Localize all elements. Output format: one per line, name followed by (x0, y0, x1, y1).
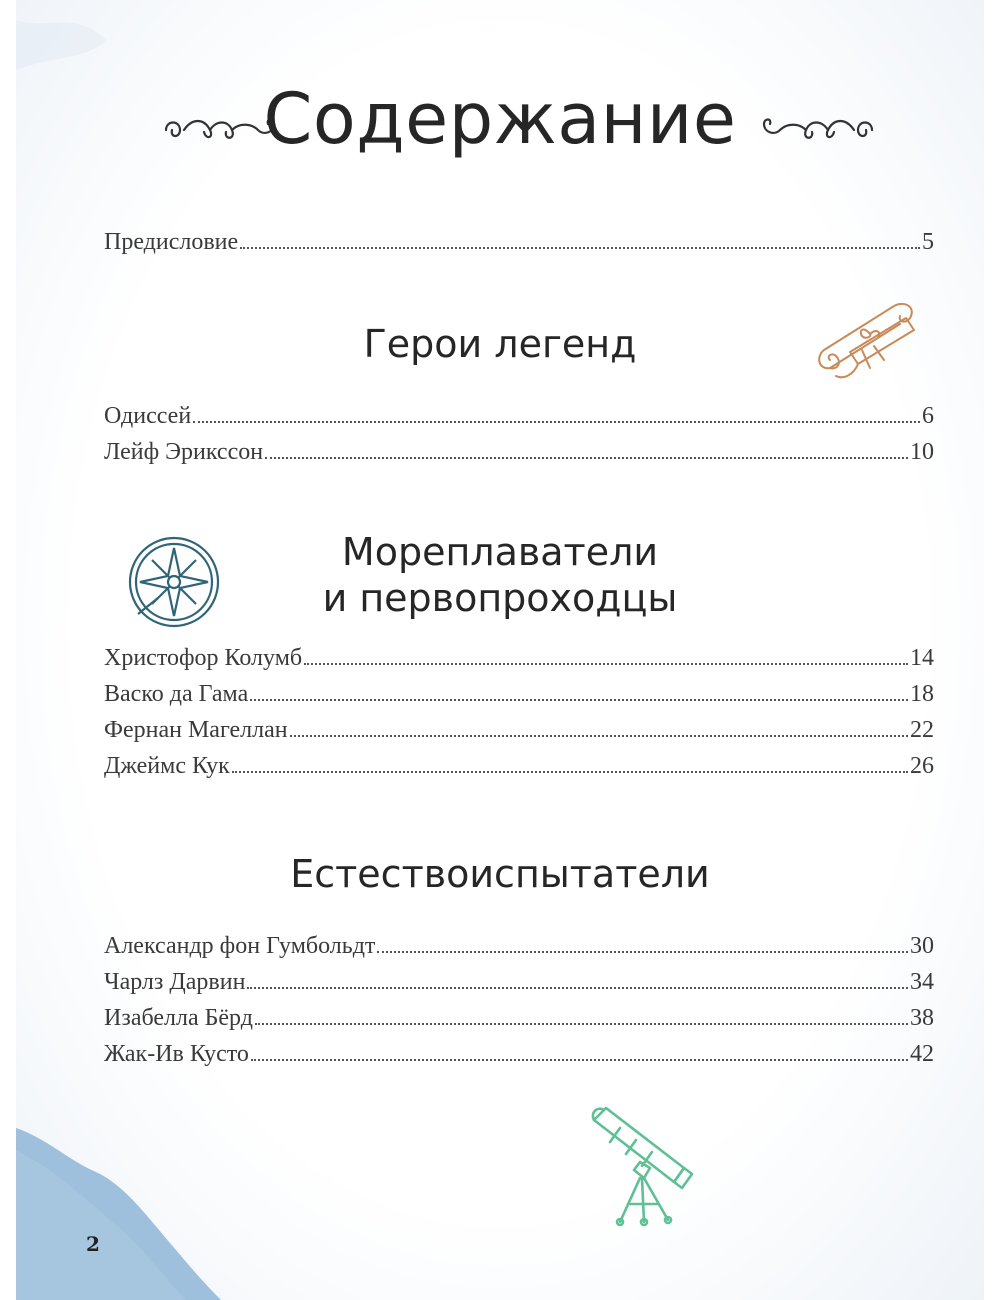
dot-leader (304, 663, 908, 665)
page-title: Содержание (263, 78, 737, 160)
toc-entry-label: Лейф Эриксcон (104, 439, 264, 465)
toc-entry-label: Христофор Колумб (104, 645, 303, 671)
toc-entry-page: 34 (910, 969, 934, 995)
dot-leader (377, 951, 908, 953)
dot-leader (265, 457, 908, 459)
toc-entry-page: 6 (922, 403, 934, 429)
toc-entry[interactable] (104, 396, 934, 430)
map-shape-top (16, 20, 106, 70)
dot-leader (240, 247, 920, 249)
telescope-icon (580, 1098, 700, 1228)
dot-leader (251, 1059, 908, 1061)
toc-entry-page: 38 (910, 1005, 934, 1031)
toc-entry-label: Изабелла Бёрд (104, 1005, 253, 1031)
sea-shape-light (16, 1150, 186, 1300)
toc-entry-page: 14 (910, 645, 934, 671)
toc-entry[interactable] (104, 674, 934, 708)
toc-entry-page: 5 (922, 229, 934, 255)
toc-entry-page: 22 (910, 717, 934, 743)
toc-entry[interactable] (104, 746, 934, 780)
toc-entry-label: Чарлз Дарвин (104, 969, 246, 995)
toc-entry-label: Джеймс Кук (104, 753, 230, 779)
page-number: 2 (86, 1232, 100, 1256)
book-page (16, 0, 984, 1300)
toc-entry[interactable] (104, 710, 934, 744)
toc-entry[interactable] (104, 962, 934, 996)
toc-entry-page: 18 (910, 681, 934, 707)
toc-entry-label: Васко да Гама (104, 681, 249, 707)
toc-entry-page: 42 (910, 1041, 934, 1067)
toc-entry-page: 30 (910, 933, 934, 959)
dot-leader (193, 421, 920, 423)
section-title-navigators-line-2: и первопроходцы (322, 576, 678, 620)
toc-entry[interactable] (104, 998, 934, 1032)
section-title-naturalists: Естествоиспытатели (290, 852, 710, 896)
toc-entry-page: 26 (910, 753, 934, 779)
toc-entry[interactable] (104, 638, 934, 672)
dot-leader (250, 699, 908, 701)
toc-entry-label: Жак-Ив Кусто (104, 1041, 249, 1067)
toc-entry-label: Одиссей (104, 403, 192, 429)
dot-leader (247, 987, 908, 989)
toc-entry-label: Предисловие (104, 229, 239, 255)
toc-entry[interactable] (104, 926, 934, 960)
scroll-icon (814, 290, 924, 386)
section-title-legend-heroes: Герои легенд (363, 322, 637, 366)
dot-leader (255, 1023, 908, 1025)
swirl-ornament-icon (760, 110, 876, 146)
dot-leader (290, 735, 908, 737)
toc-entry-preface[interactable] (104, 222, 934, 256)
toc-entry-label: Фернан Магеллан (104, 717, 288, 743)
toc-entry-label: Александр фон Гумбольдт (104, 933, 376, 959)
toc-entry[interactable] (104, 432, 934, 466)
section-title-navigators-line-1: Мореплаватели (341, 530, 659, 574)
toc-entry[interactable] (104, 1034, 934, 1068)
dot-leader (232, 771, 908, 773)
toc-entry-page: 10 (910, 439, 934, 465)
